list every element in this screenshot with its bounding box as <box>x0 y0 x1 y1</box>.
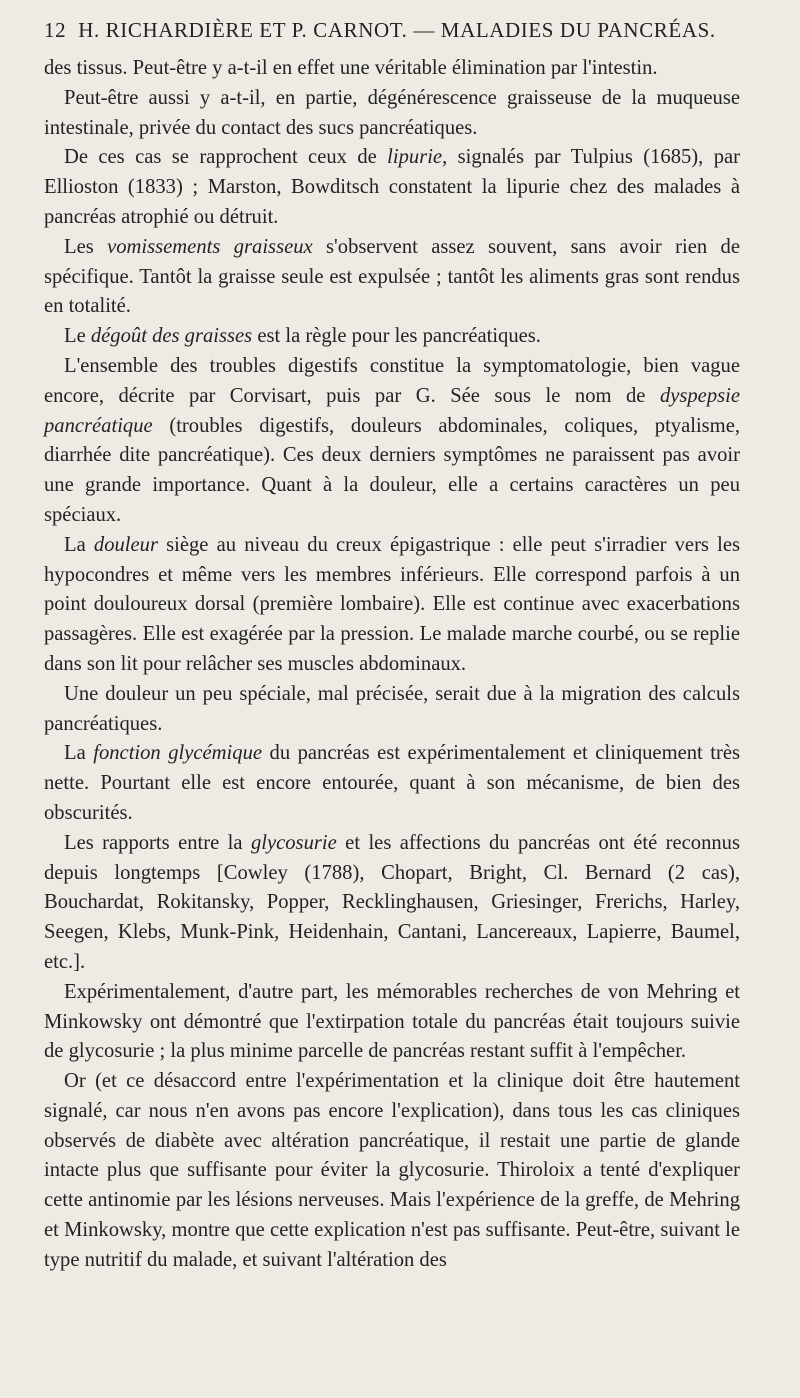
text-run: Expérimentalement, d'autre part, les mémorables recherches de von Mehring et Minkowsky ont démontré que l'extirpation totale du pancréas était toujours suivie de glycosurie ; la plus minime parcelle de pancréas restant suffit à l'empêcher. <box>44 980 740 1063</box>
text-run: Une douleur un peu spéciale, mal précisée, serait due à la migration des calculs pancréatiques. <box>44 682 740 735</box>
page-number: 12 <box>44 18 67 42</box>
paragraph <box>44 1067 740 1276</box>
text-run: Peut-être aussi y a-t-il, en partie, dégénérescence graisseuse de la muqueuse intestinale, privée du contact des sucs pancréatiques. <box>44 86 740 139</box>
italic-term: dégoût des graisses <box>90 325 253 348</box>
text-run: du pancréas est expérimentalement et cliniquement très nette. Pourtant elle est encore entourée, quant à son mécanisme, de bien des obscurités. <box>44 742 740 824</box>
italic-term: vomissements graisseux <box>107 235 313 258</box>
running-header <box>44 18 740 54</box>
paragraph <box>44 322 740 352</box>
text-run: Le <box>64 325 91 348</box>
italic-term: lipurie <box>387 146 443 169</box>
text-run: Or (et ce désaccord entre l'expérimentation et la clinique doit être hautement signalé, car nous n'en avons pas encore l'explication), dans tous les cas cliniques observés de diabète avec altération pancréatique, il restait une partie de glande intacte plus que suffisante pour éviter la glycosurie. Thiroloix a tenté d'expliquer cette antinomie par les lésions nerveuses. Mais l'expérience de la greffe, de Mehring et Minkowsky, montre que cette explication n'est pas suffisante. Peut-être, suivant le type nutritif du malade, et suivant l'altération des <box>44 1070 740 1271</box>
text-run: , signalés par Tulpius (1685), par Ellioston (1833) ; Marston, Bowditsch constatent la lipurie chez des malades à pancréas atrophié ou détruit. <box>44 146 740 228</box>
paragraph <box>44 233 740 322</box>
paragraph <box>44 352 740 531</box>
text-run: est la règle pour les pancréatiques. <box>252 325 541 348</box>
running-title: H. RICHARDIÈRE ET P. CARNOT. — MALADIES DU PANCRÉAS. <box>78 18 716 42</box>
text-run: De ces cas se rapprochent ceux de <box>64 146 388 169</box>
italic-term: fonction glycémique <box>93 742 263 765</box>
text-run: La <box>64 742 94 765</box>
paragraph <box>44 143 740 232</box>
italic-term: douleur <box>93 533 158 556</box>
text-run: et les affections du pancréas ont été reconnus depuis longtemps [Cowley (1788), Chopart, Bright, Cl. Bernard (2 cas), Bouchardat, Rokitansky, Popper, Recklinghausen, Griesinger, Frerichs, Harley, Seegen, Klebs, Munk-Pink, Heidenhain, Cantani, Lancereaux, Lapierre, Baumel, etc.]. <box>44 831 740 973</box>
text-run: Les rapports entre la <box>64 831 251 854</box>
body-text <box>44 54 740 1276</box>
text-run: (troubles digestifs, douleurs abdominales, coliques, ptyalisme, diarrhée dite pancréatique). Ces deux derniers symptômes ne paraissent pas avoir une grande importance. Quant à la douleur, elle a certains caractères un peu spéciaux. <box>44 414 740 526</box>
paragraph <box>44 84 740 144</box>
text-run: La <box>64 533 94 556</box>
text-run: siège au niveau du creux épigastrique : elle peut s'irradier vers les hypocondres et même vers les membres inférieurs. Elle correspond parfois à un point douloureux dorsal (première lombaire). Elle est continue avec exacerbations passagères. Elle est exagérée par la pression. Le malade marche courbé, ou se replie dans son lit pour relâcher ses muscles abdominaux. <box>44 533 740 675</box>
text-run: L'ensemble des troubles digestifs constitue la symptomatologie, bien vague encore, décrite par Corvisart, puis par G. Sée sous le nom de <box>44 354 740 407</box>
text-run: s'observent assez souvent, sans avoir rien de spécifique. Tantôt la graisse seule est expulsée ; tantôt les aliments gras sont rendus en totalité. <box>44 235 740 318</box>
text-run: Les <box>64 235 108 258</box>
paragraph <box>44 978 740 1067</box>
italic-term: glycosurie <box>250 831 337 854</box>
paragraph <box>44 829 740 978</box>
text-run: des tissus. Peut-être y a-t-il en effet une véritable élimination par l'intestin. <box>44 57 658 79</box>
paragraph <box>44 739 740 828</box>
paragraph <box>44 680 740 740</box>
italic-term: dyspepsie pancréatique <box>44 384 740 437</box>
paragraph <box>44 54 740 84</box>
paragraph <box>44 531 740 680</box>
